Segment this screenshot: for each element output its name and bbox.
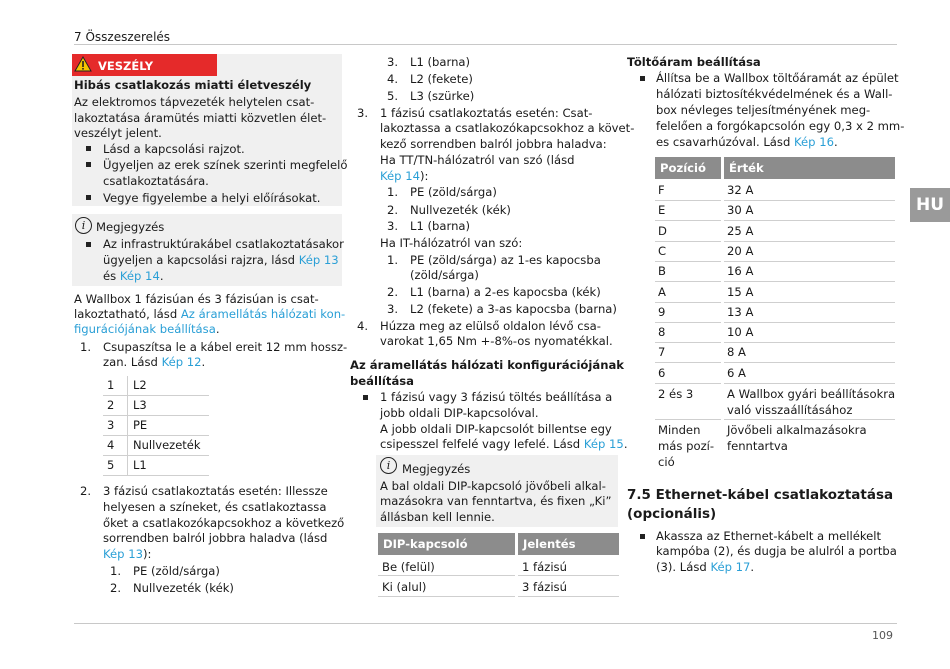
body-text: Akassza az Ethernet-kábelt a mellékelt	[656, 529, 882, 543]
table-header-cell	[724, 157, 895, 179]
bullet-icon	[86, 146, 91, 151]
body-text: (3). Lásd Kép 17.	[656, 560, 755, 574]
table-header-cell	[655, 157, 721, 179]
warning-title: Hibás csatlakozás miatti életveszély	[74, 78, 312, 92]
table-cell: L1	[128, 456, 210, 476]
table-row	[103, 436, 209, 456]
table-divider	[724, 302, 895, 303]
bullet-icon	[363, 395, 368, 400]
table-cell: Ki (alul)	[382, 580, 427, 594]
figure-link[interactable]: Kép 14	[119, 269, 160, 283]
table-divider	[518, 575, 619, 576]
table-divider	[655, 383, 721, 384]
table-divider	[378, 596, 515, 597]
bullet-icon	[86, 162, 91, 167]
table-divider	[724, 322, 895, 323]
note-text: ügyeljen a kapcsolási rajzra, lásd Kép 13	[103, 253, 339, 267]
table-divider	[655, 220, 721, 221]
section-header: 7 Összeszerelés	[74, 30, 171, 44]
table-cell: 16 A	[727, 264, 754, 278]
body-text: A jobb oldali DIP-kapcsolót billentse egy	[380, 422, 612, 436]
warning-bullet: Ügyeljen az erek színek szerinti megfelelő	[103, 158, 348, 172]
table-divider	[724, 241, 895, 242]
table-cell: 10 A	[727, 325, 754, 339]
page-number: 109	[872, 629, 893, 642]
table-divider	[655, 342, 721, 343]
warning-label: VESZÉLY	[98, 59, 154, 73]
table-cell: 6 A	[727, 366, 746, 380]
table-row	[103, 376, 209, 396]
table-cell: A	[658, 285, 666, 299]
table-cell: Jövőbeli alkalmazásokra	[727, 423, 867, 437]
table-cell: L2	[128, 376, 210, 396]
table-divider	[724, 419, 895, 420]
step-text: Kép 14):	[380, 169, 429, 183]
table-cell: 1	[103, 376, 128, 396]
table-divider	[724, 220, 895, 221]
sub-step-number: 2.	[387, 285, 399, 299]
table-cell: 20 A	[727, 244, 754, 258]
step-text: Kép 13):	[103, 547, 152, 561]
table-cell: 9	[658, 305, 666, 319]
table-divider	[655, 200, 721, 201]
step-number: 2.	[80, 484, 92, 498]
step-text: zan. Lásd Kép 12.	[103, 355, 206, 369]
table-cell: 3	[103, 416, 128, 436]
table-header-cell	[378, 533, 515, 555]
table-divider	[724, 261, 895, 262]
header-divider	[74, 44, 897, 45]
body-text: 1 fázisú vagy 3 fázisú töltés beállítása a	[380, 390, 613, 404]
step-text: 1 fázisú csatlakoztatás esetén: Csat-	[380, 106, 593, 120]
table-cell: 4	[103, 436, 128, 456]
table-cell: való visszaállításához	[727, 403, 853, 417]
section-heading: 7.5 Ethernet-kábel csatlakoztatása	[627, 487, 894, 503]
note-label: Megjegyzés	[402, 462, 471, 476]
sub-step-number: 2.	[110, 581, 122, 595]
warning-triangle-icon	[74, 56, 92, 72]
note-text: állásban kell lennie.	[380, 510, 495, 524]
sub-step-number: 1.	[387, 253, 399, 267]
table-divider	[655, 241, 721, 242]
table-cell: 3 fázisú	[522, 580, 567, 594]
table-cell: 25 A	[727, 224, 754, 238]
sub-step-number: 3.	[387, 55, 399, 69]
intro-text: lakoztatható, lásd Az áramellátás hálózati kon-	[74, 307, 346, 321]
warning-text: lakoztatása áramütés miatti közvetlen élet-	[74, 111, 327, 125]
section-heading: (opcionális)	[627, 506, 717, 522]
intro-text: A Wallbox 1 fázisúan és 3 fázisúan is csat-	[74, 292, 319, 306]
sub-step-text: L3 (szürke)	[410, 89, 475, 103]
step-text: Csupaszítsa le a kábel ereit 12 mm hossz-	[103, 340, 348, 354]
sub-step-number: 1.	[387, 185, 399, 199]
section-link[interactable]: figurációjának beállítása	[74, 322, 216, 336]
table-cell: 1 fázisú	[522, 560, 567, 574]
table-divider	[724, 200, 895, 201]
note-text: és Kép 14.	[103, 269, 164, 283]
bullet-icon	[86, 195, 91, 200]
table-cell: 8	[658, 325, 666, 339]
sub-step-text: L2 (fekete)	[410, 72, 473, 86]
bullet-icon	[640, 534, 645, 539]
note-text: mazásokra van fenntartva, és fixen „Ki”	[380, 494, 612, 508]
body-text: hálózati biztosítékvédelmének és a Wall-	[656, 87, 893, 101]
sub-step-number: 3.	[387, 302, 399, 316]
table-header-label: Érték	[729, 161, 764, 175]
figure-link[interactable]: Kép 12	[161, 355, 202, 369]
table-divider	[724, 362, 895, 363]
step-number: 1.	[80, 340, 92, 354]
step-number: 3.	[357, 106, 369, 120]
step-text: sorrendben balról jobbra haladva (lásd	[103, 531, 328, 545]
table-divider	[724, 342, 895, 343]
sub-step-text: Nullvezeték (kék)	[410, 203, 511, 217]
table-cell: 2 és 3	[658, 387, 694, 401]
table-header-label: Jelentés	[523, 537, 576, 551]
table-header-cell	[518, 533, 619, 555]
sub-step-text: L1 (barna)	[410, 219, 471, 233]
table-divider	[378, 575, 515, 576]
step-text: 3 fázisú csatlakoztatás esetén: Illessze	[103, 484, 328, 498]
sub-step-number: 3.	[387, 219, 399, 233]
table-cell: Be (felül)	[382, 560, 435, 574]
sub-step-text: Nullvezeték (kék)	[133, 581, 234, 595]
table-cell: A Wallbox gyári beállításokra	[727, 387, 896, 401]
sub-step-number: 4.	[387, 72, 399, 86]
figure-link[interactable]: Kép 17	[710, 560, 751, 574]
table-cell: fenntartva	[727, 439, 788, 453]
figure-link[interactable]: Kép 13	[103, 547, 143, 561]
table-cell: 8 A	[727, 345, 746, 359]
table-cell: PE	[128, 416, 210, 436]
body-text: jobb oldali DIP-kapcsolóval.	[380, 406, 539, 420]
figure-link[interactable]: Kép 15	[583, 437, 624, 451]
sub-step-text: PE (zöld/sárga) az 1-es kapocsba	[410, 253, 601, 267]
warning-bullet: csatlakoztatására.	[103, 174, 209, 188]
info-icon: i	[380, 457, 397, 474]
sub-step-text: PE (zöld/sárga)	[133, 564, 220, 578]
table-cell: ció	[658, 455, 675, 469]
table-cell: 32 A	[727, 183, 754, 197]
note-text: A bal oldali DIP-kapcsoló jövőbeli alkal-	[380, 479, 606, 493]
note-label: Megjegyzés	[96, 220, 165, 234]
table-cell: 13 A	[727, 305, 754, 319]
body-text: felelően a forgókapcsolón egy 0,3 x 2 mm-	[656, 119, 905, 133]
bullet-icon	[640, 76, 645, 81]
warning-bullet: Lásd a kapcsolási rajzot.	[103, 142, 245, 156]
table-row	[103, 456, 209, 476]
step-text: Ha TT/TN-hálózatról van szó (lásd	[380, 153, 575, 167]
warning-text: Az elektromos tápvezeték helytelen csat-	[74, 95, 315, 109]
table-divider	[655, 302, 721, 303]
figure-link[interactable]: Kép 16	[794, 135, 834, 149]
table-divider	[655, 261, 721, 262]
table-cell: Minden	[658, 423, 701, 437]
table-cell: 5	[103, 456, 128, 476]
step-text: kező sorrendben balról jobbra haladva:	[380, 137, 607, 151]
table-cell: 15 A	[727, 285, 754, 299]
sub-step-text: L1 (barna)	[410, 55, 471, 69]
table-cell: F	[658, 183, 665, 197]
sub-step-number: 1.	[110, 564, 122, 578]
step-text: helyesen a színeket, és csatlakoztassa	[103, 500, 327, 514]
figure-link[interactable]: Kép 13	[298, 253, 339, 267]
table-cell: más pozí-	[658, 439, 715, 453]
language-tab: HU	[910, 188, 950, 222]
section-heading: Az áramellátás hálózati konfigurációjának	[350, 358, 624, 372]
warning-text: veszélyt jelent.	[74, 126, 162, 140]
table-cell: 6	[658, 366, 666, 380]
warning-badge	[72, 54, 217, 76]
table-divider	[655, 362, 721, 363]
section-link[interactable]: Az áramellátás hálózati kon-	[180, 307, 346, 321]
step-text: őket a csatlakozókapcsokhoz a következő	[103, 516, 345, 530]
wire-table	[103, 376, 209, 476]
table-cell: E	[658, 203, 666, 217]
sub-step-number: 2.	[387, 203, 399, 217]
note-text: Az infrastruktúrakábel csatlakoztatásakor	[103, 237, 344, 251]
intro-text: figurációjának beállítása.	[74, 322, 220, 336]
table-cell: 2	[103, 396, 128, 416]
table-divider	[518, 596, 619, 597]
figure-link[interactable]: Kép 14	[380, 169, 420, 183]
table-divider	[655, 281, 721, 282]
footer-divider	[74, 623, 897, 624]
body-text: kampóba (2), és dugja be alulról a portba	[656, 544, 897, 558]
body-text: box névleges teljesítményének meg-	[656, 103, 871, 117]
table-cell: B	[658, 264, 666, 278]
table-divider	[655, 419, 721, 420]
sub-step-text: (zöld/sárga)	[410, 268, 479, 282]
table-divider	[724, 383, 895, 384]
bullet-icon	[86, 242, 91, 247]
sub-step-text: L2 (fekete) a 3-as kapocsba (barna)	[410, 302, 617, 316]
body-text: Állítsa be a Wallbox töltőáramát az épület	[656, 71, 899, 85]
table-header-label: Pozíció	[660, 161, 706, 175]
table-cell: D	[658, 224, 667, 238]
body-text: es csavarhúzóval. Lásd Kép 16.	[656, 135, 838, 149]
section-heading: Töltőáram beállítása	[627, 55, 761, 69]
sub-step-text: L1 (barna) a 2-es kapocsba (kék)	[410, 285, 601, 299]
sub-step-number: 5.	[387, 89, 399, 103]
table-cell: 7	[658, 345, 666, 359]
table-divider	[724, 281, 895, 282]
table-header-label: DIP-kapcsoló	[383, 537, 468, 551]
table-row	[103, 396, 209, 416]
step-text: varokat 1,65 Nm +-8%-os nyomatékkal.	[380, 334, 613, 348]
table-cell: 30 A	[727, 203, 754, 217]
step-text: lakoztassa a csatlakozókapcsokhoz a követ-	[380, 121, 635, 135]
table-row	[103, 416, 209, 436]
warning-bullet: Vegye figyelembe a helyi előírásokat.	[103, 191, 321, 205]
step-text: Húzza meg az elülső oldalon lévő csa-	[380, 319, 601, 333]
info-icon: i	[75, 217, 92, 234]
table-divider	[655, 322, 721, 323]
sub-step-text: PE (zöld/sárga)	[410, 185, 497, 199]
body-text: csipesszel felfelé vagy lefelé. Lásd Kép 15.	[380, 437, 628, 451]
step-text: Ha IT-hálózatról van szó:	[380, 236, 523, 250]
table-cell: C	[658, 244, 667, 258]
table-cell: Nullvezeték	[128, 436, 210, 456]
step-number: 4.	[357, 319, 369, 333]
section-heading: beállítása	[350, 374, 414, 388]
table-cell: L3	[128, 396, 210, 416]
